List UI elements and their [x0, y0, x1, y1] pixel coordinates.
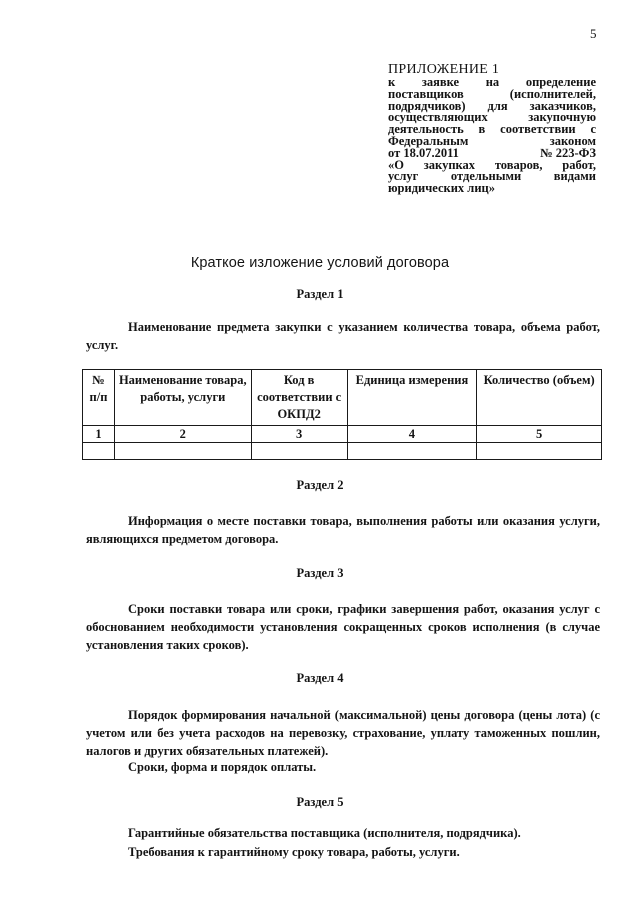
table-cell: 4	[347, 426, 477, 443]
section-5-line-2: Требования к гарантийному сроку товара, работы, услуги.	[128, 845, 460, 859]
section-3-line-3: установления таких сроков).	[86, 638, 249, 652]
table-header-cell: Количество (объем)	[477, 370, 602, 426]
table-cell	[251, 443, 347, 460]
table-header-cell: № п/п	[83, 370, 115, 426]
appendix-date: от 18.07.2011	[388, 145, 459, 160]
appendix-block	[388, 62, 596, 195]
section-5-heading: Раздел 5	[296, 795, 344, 809]
page-number: 5	[590, 26, 597, 41]
table-cell	[83, 443, 115, 460]
section-2-line-2: являющихся предметом договора.	[86, 532, 279, 546]
appendix-title: ПРИЛОЖЕНИЕ 1	[388, 62, 500, 77]
table-row	[83, 443, 602, 460]
table-cell: 2	[114, 426, 251, 443]
appendix-line: юридических лиц»	[388, 181, 495, 196]
section-4-line-4: Сроки, форма и порядок оплаты.	[128, 760, 317, 774]
section-4-heading: Раздел 4	[296, 671, 344, 685]
section-4-line-3: налогов и других обязательных платежей).	[86, 744, 329, 758]
appendix-line: к заявке на определение	[388, 75, 596, 89]
section-2-line-1: Информация о месте поставки товара, выполнения работы или оказания услуги,	[128, 514, 600, 528]
items-table	[82, 369, 602, 460]
section-3-line-2: обоснованием необходимости установления сокращенных сроков исполнения (в случае	[86, 620, 600, 634]
section-2-text	[86, 512, 600, 548]
document-title: Краткое изложение условий договора	[190, 255, 450, 271]
table-row	[83, 426, 602, 443]
table-header-cell: Код в соответствии с ОКПД2	[251, 370, 347, 426]
section-1-line-2: услуг.	[86, 338, 119, 352]
table-cell: 1	[83, 426, 115, 443]
section-1-heading: Раздел 1	[296, 287, 344, 301]
table-cell: 3	[251, 426, 347, 443]
section-1-line-1: Наименование предмета закупки с указанием количества товара, объема работ,	[128, 320, 600, 334]
table-header-cell: Наименование товара, работы, услуги	[114, 370, 251, 426]
appendix-line: «О закупках товаров, работ,	[388, 157, 596, 172]
section-3-line-1: Сроки поставки товара или сроки, графики завершения работ, оказания услуг с	[128, 602, 600, 616]
table-cell	[114, 443, 251, 460]
appendix-law-number: № 223-ФЗ	[540, 145, 596, 160]
section-4-text	[86, 706, 600, 760]
appendix-line: осуществляющих закупочную	[388, 110, 596, 125]
table-cell	[477, 443, 602, 460]
appendix-line: деятельность в соответствии с	[388, 122, 596, 137]
section-2-heading: Раздел 2	[296, 478, 344, 492]
section-3-text	[86, 600, 600, 654]
section-4-line-1: Порядок формирования начальной (максимальной) цены договора (цены лота) (с	[128, 708, 600, 722]
table-cell: 5	[477, 426, 602, 443]
table-header-row	[83, 370, 602, 426]
appendix-line: поставщиков (исполнителей,	[388, 86, 596, 101]
section-3-heading: Раздел 3	[296, 566, 344, 580]
section-1-text	[86, 318, 600, 354]
appendix-line: подрядчиков) для заказчиков,	[388, 98, 596, 113]
section-5-line-1: Гарантийные обязательства поставщика (исполнителя, подрядчика).	[128, 826, 521, 840]
appendix-line: услуг отдельными видами	[388, 169, 596, 184]
table-header-cell: Единица измерения	[347, 370, 477, 426]
section-4-line-2: учетом или без учета расходов на перевозку, страхование, уплату таможенных пошлин,	[86, 726, 600, 740]
table-cell	[347, 443, 477, 460]
appendix-line: Федеральным законом	[388, 133, 596, 148]
